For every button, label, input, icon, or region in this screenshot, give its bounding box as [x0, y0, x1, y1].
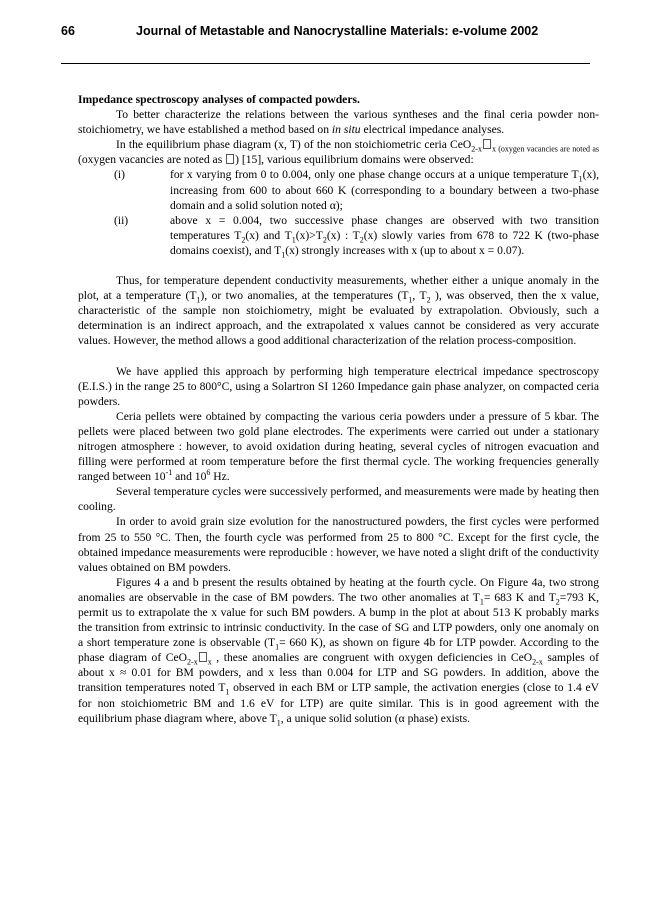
vacancy-symbol-icon: [199, 652, 207, 662]
journal-title: Journal of Metastable and Nanocrystalline Materials: e-volume 2002: [136, 24, 539, 38]
paragraph: In order to avoid grain size evolution for the nanostructured powders, the first cycles were performed from 25 to 550 °C. Then, the fourth cycle was performed from 25 to 800 °C. Except for the first cycle, the obtained impedance measurements were reproducible : however, we have noted a slight drift of the conductivity values obtained on BM powders.: [78, 515, 599, 574]
paragraph: In the equilibrium phase diagram (x, T) of the non stoichiometric ceria CeO$_{2-x}$ $_{x (oxygen vacancies are noted as}$ (oxygen vacancies are noted as ) [15], various equilibrium domains were observed:: [78, 138, 599, 167]
paragraph: We have applied this approach by performing high temperature electrical impedance spectroscopy (E.I.S.) in the range 25 to 800°C, using a Solartron SI 1260 Impedance gain phase analyzer, on compacted ceria powders.: [78, 364, 599, 408]
paragraph: Thus, for temperature dependent conductivity measurements, whether either a unique anomaly in the plot, at a temperature $(T_1)$, or two anomalies, at the temperatures ($T_1$, $T_2$ ), was observed, then the x value, characteristic of the sample non stoichiometry, might be evaluated by extrapolation. Obviously, such a determination is an indirect approach, and the extrapolated x values cannot be considered as very accurate values. However, the method allows a good additional characterization of the relation process-composition.: [78, 274, 600, 348]
list-item-label: (ii): [114, 213, 129, 227]
page-number: 66: [61, 24, 75, 38]
paragraph: Several temperature cycles were successively performed, and measurements were made by heating then cooling.: [78, 485, 599, 514]
paragraph: To better characterize the relations between the various syntheses and the final ceria powder non-stoichiometry, we have established a method based on in situ electrical impedance analyses.: [78, 108, 599, 137]
list-item: (ii) above x = 0.004, two successive phase changes are observed with two transition temperatures $T_2(x)$ and $T_1(x)>T_2(x)$ : $T_2(x)$ slowly varies from 678 to 722 K (two-phase domains coexist), and $T_1(x)$ strongly increases with x (up to about x = 0.07).: [114, 213, 599, 260]
vacancy-symbol-icon: [226, 154, 234, 164]
vacancy-symbol-icon: [483, 139, 491, 149]
section-heading: Impedance spectroscopy analyses of compacted powders.: [78, 93, 360, 106]
paragraph: Figures 4 a and b present the results obtained by heating at the fourth cycle. On Figure 4a, two strong anomalies are observable in the case of BM powders. The two other anomalies at $T_1= 683$ K and $T_2=793$ K, permit us to extrapolate the x value for such BM powders. A bump in the plot at about 513 K probably marks the transition from extrinsic to intrinsic conductivity. In the case of SG and LTP powders, only one anomaly on a short temperature zone is observable ($T_1= 660$ K), as shown on figure 4b for LTP powder. According to the phase diagram of CeO$_{2-x}$ $_x$ , these anomalies are congruent with oxygen deficiencies in CeO$_{2-x}$ samples of about x ≈ 0.01 for BM powders, and x less than 0.004 for LTP and SG powders. In addition, above the transition temperatures noted $T_1$ observed in each BM or LTP sample, the activation energies (close to 1.4 eV for non stoichiometric BM and 1.6 eV for LTP) are quite similar. This is in good agreement with the equilibrium phase diagram where, above $T_1$, a unique solid solution (α phase) exists.: [78, 575, 599, 727]
list-item: (i) for x varying from 0 to 0.004, only one phase change occurs at a unique temperature $T_1(x)$, increasing from 600 to about 660 K (corresponding to a boundary between a two-phase domain and a solid solution noted α);: [114, 168, 599, 212]
list-item-label: (i): [114, 168, 125, 182]
header-rule: [61, 63, 590, 64]
paragraph: Ceria pellets were obtained by compacting the various ceria powders under a pressure of 5 kbar. The pellets were placed between two gold plane electrodes. The experiments were carried out under a stationary nitrogen atmosphere : however, to avoid oxidation during heating, several cycles of nitrogen evacuation and filling were performed at room temperature before the first thermal cycle. The working frequencies generally ranged between $10^{-1}$ and $10^6$ Hz.: [78, 409, 599, 484]
article-body: [78, 92, 599, 726]
